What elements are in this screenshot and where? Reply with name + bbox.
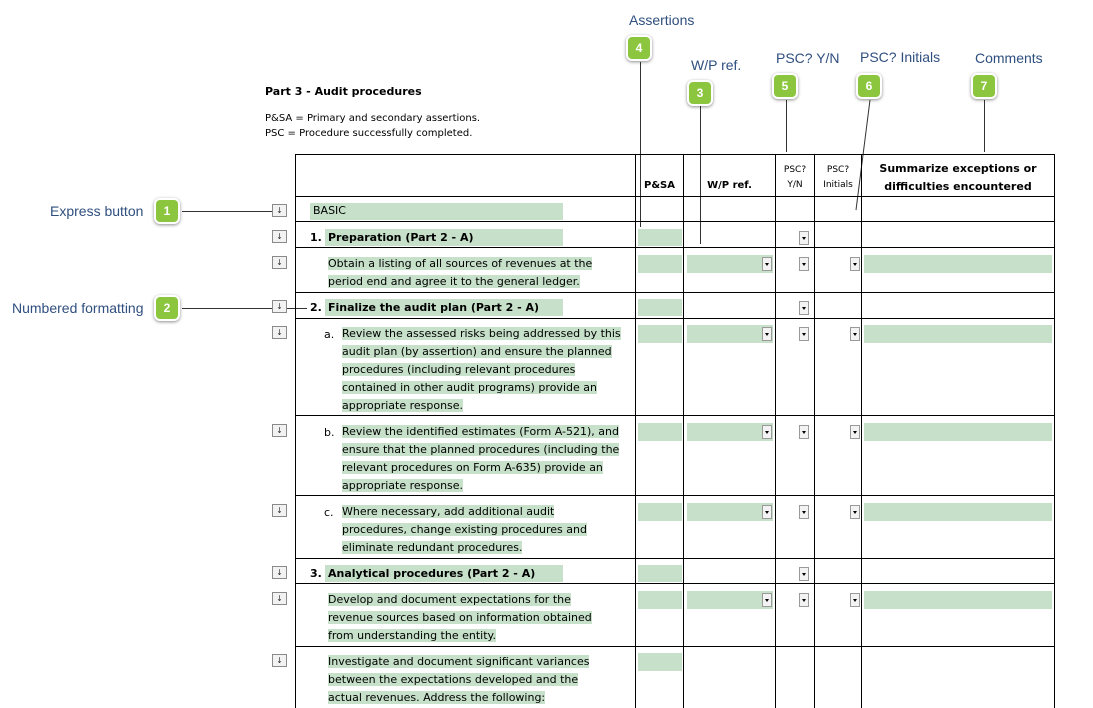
psc-yn-dropdown[interactable]: [799, 425, 809, 439]
psc-yn-dropdown[interactable]: [799, 593, 809, 607]
header-wp-ref: W/P ref.: [707, 180, 752, 191]
psa-field[interactable]: [638, 229, 682, 246]
badge-5: 5: [772, 73, 798, 99]
psa-field[interactable]: [638, 565, 682, 582]
row-divider: [295, 196, 1055, 197]
header-comments-line2: difficulties encountered: [884, 180, 1032, 193]
wp-ref-field[interactable]: [687, 503, 773, 521]
assertions-callout-label: Assertions: [629, 12, 695, 28]
psc-initials-dropdown[interactable]: [850, 425, 860, 439]
step-number: 2.: [310, 301, 322, 314]
step-number: 3.: [310, 567, 322, 580]
wp-ref-field[interactable]: [687, 255, 773, 273]
document-title: Part 3 - Audit procedures: [265, 85, 422, 98]
table-col-divider-psa: [635, 154, 636, 708]
psc-yn-dropdown[interactable]: [799, 301, 809, 315]
express-button[interactable]: ↓: [272, 256, 287, 269]
express-button-callout-label: Express button: [50, 203, 144, 219]
procedure-text: Where necessary, add additional audit procedures, change existing procedures and eliminate redundant procedures.: [342, 505, 587, 554]
callout-connector-6: [850, 98, 875, 218]
callout-connector-1: [182, 211, 272, 212]
psc-yn-dropdown[interactable]: [799, 567, 809, 581]
header-psc-initials-line2: Initials: [823, 180, 853, 190]
table-border-top: [295, 154, 1055, 155]
wp-ref-dropdown[interactable]: [762, 257, 772, 271]
wp-ref-field[interactable]: [687, 423, 773, 441]
psc-yn-dropdown[interactable]: [799, 505, 809, 519]
callout-connector-3: [700, 106, 701, 244]
substep-letter: c.: [324, 506, 334, 519]
comments-field[interactable]: [864, 591, 1052, 609]
header-comments-line1: Summarize exceptions or: [879, 162, 1037, 175]
badge-1: 1: [154, 198, 180, 224]
psa-field[interactable]: [638, 255, 682, 273]
comments-field[interactable]: [864, 503, 1052, 521]
table-border-left: [295, 154, 296, 708]
badge-3: 3: [687, 80, 713, 106]
psc-initials-dropdown[interactable]: [850, 257, 860, 271]
procedure-text: Review the assessed risks being addressed by this audit plan (by assertion) and ensure the planned procedures (including relevant procedures contained in other audit programs) provide an appropriate response.: [342, 327, 621, 412]
express-button[interactable]: ↓: [272, 504, 287, 517]
callout-connector-5: [786, 100, 787, 152]
express-button[interactable]: ↓: [272, 424, 287, 437]
row-divider: [295, 415, 1055, 416]
express-button[interactable]: ↓: [272, 326, 287, 339]
callout-connector-2: [182, 308, 307, 309]
psc-yn-callout-label: PSC? Y/N: [776, 50, 840, 66]
procedure-text: Investigate and document significant variances between the expectations developed and the actual revenues. Address the following:: [328, 655, 590, 704]
header-psc-initials-line1: PSC?: [826, 165, 850, 175]
comments-callout-label: Comments: [975, 50, 1043, 66]
comments-field[interactable]: [864, 255, 1052, 273]
psa-field[interactable]: [638, 299, 682, 316]
badge-7: 7: [971, 73, 997, 99]
step-heading: Preparation (Part 2 - A): [328, 231, 474, 244]
table-col-divider-pscyn: [775, 154, 776, 708]
header-psc-yn-line1: PSC?: [783, 165, 807, 175]
numbered-formatting-callout-label: Numbered formatting: [12, 300, 144, 316]
wp-ref-field[interactable]: [687, 591, 773, 609]
wp-ref-dropdown[interactable]: [762, 593, 772, 607]
wp-ref-callout-label: W/P ref.: [691, 57, 742, 73]
express-button[interactable]: ↓: [272, 654, 287, 667]
row-divider: [295, 247, 1055, 248]
row-divider: [295, 221, 1055, 222]
row-divider: [295, 318, 1055, 319]
express-button[interactable]: ↓: [272, 230, 287, 243]
row-divider: [295, 292, 1055, 293]
substep-letter: b.: [324, 426, 335, 439]
psa-field[interactable]: [638, 591, 682, 609]
psc-yn-dropdown[interactable]: [799, 231, 809, 245]
basic-heading: BASIC: [313, 204, 346, 217]
row-divider: [295, 583, 1055, 584]
express-button[interactable]: ↓: [272, 204, 287, 217]
psc-initials-dropdown[interactable]: [850, 593, 860, 607]
row-divider: [295, 495, 1055, 496]
psa-field[interactable]: [638, 653, 682, 671]
wp-ref-field[interactable]: [687, 325, 773, 343]
psa-field[interactable]: [638, 325, 682, 343]
psc-yn-dropdown[interactable]: [799, 257, 809, 271]
step-number: 1.: [310, 231, 322, 244]
header-psa: P&SA: [644, 180, 675, 191]
express-button[interactable]: ↓: [272, 592, 287, 605]
table-col-divider-pscinit: [814, 154, 815, 708]
table-col-divider-comments: [861, 154, 862, 708]
badge-6: 6: [856, 73, 882, 99]
badge-4: 4: [626, 35, 652, 61]
wp-ref-dropdown[interactable]: [762, 505, 772, 519]
psc-initials-dropdown[interactable]: [850, 505, 860, 519]
procedure-text: Develop and document expectations for the revenue sources based on information obtained from understanding the entity.: [328, 593, 592, 642]
procedure-text: Review the identified estimates (Form A-521), and ensure that the planned procedures (including the relevant procedures on Form A-635) provide an appropriate response.: [342, 425, 620, 492]
psc-initials-callout-label: PSC? Initials: [860, 49, 941, 65]
step-heading: Finalize the audit plan (Part 2 - A): [328, 301, 540, 314]
psa-field[interactable]: [638, 423, 682, 441]
substep-letter: a.: [324, 328, 335, 341]
callout-connector-7: [984, 100, 985, 152]
wp-ref-dropdown[interactable]: [762, 425, 772, 439]
header-psc-yn-line2: Y/N: [787, 180, 803, 190]
procedure-text: Obtain a listing of all sources of revenues at the period end and agree it to the general ledger.: [328, 257, 593, 288]
wp-ref-dropdown[interactable]: [762, 327, 772, 341]
psc-initials-dropdown[interactable]: [850, 327, 860, 341]
psc-note: PSC = Procedure successfully completed.: [265, 128, 473, 139]
basic-heading-field[interactable]: [310, 203, 563, 220]
table-col-divider-wp: [683, 154, 684, 708]
psa-field[interactable]: [638, 503, 682, 521]
callout-connector-4: [640, 62, 641, 227]
express-button[interactable]: ↓: [272, 566, 287, 579]
row-divider: [295, 558, 1055, 559]
psa-note: P&SA = Primary and secondary assertions.: [265, 113, 481, 124]
psc-yn-dropdown[interactable]: [799, 327, 809, 341]
comments-field[interactable]: [864, 325, 1052, 343]
table-border-right: [1054, 154, 1055, 708]
badge-2: 2: [154, 295, 180, 321]
step-heading: Analytical procedures (Part 2 - A): [328, 567, 536, 580]
row-divider: [295, 646, 1055, 647]
comments-field[interactable]: [864, 423, 1052, 441]
express-button[interactable]: ↓: [272, 300, 287, 313]
